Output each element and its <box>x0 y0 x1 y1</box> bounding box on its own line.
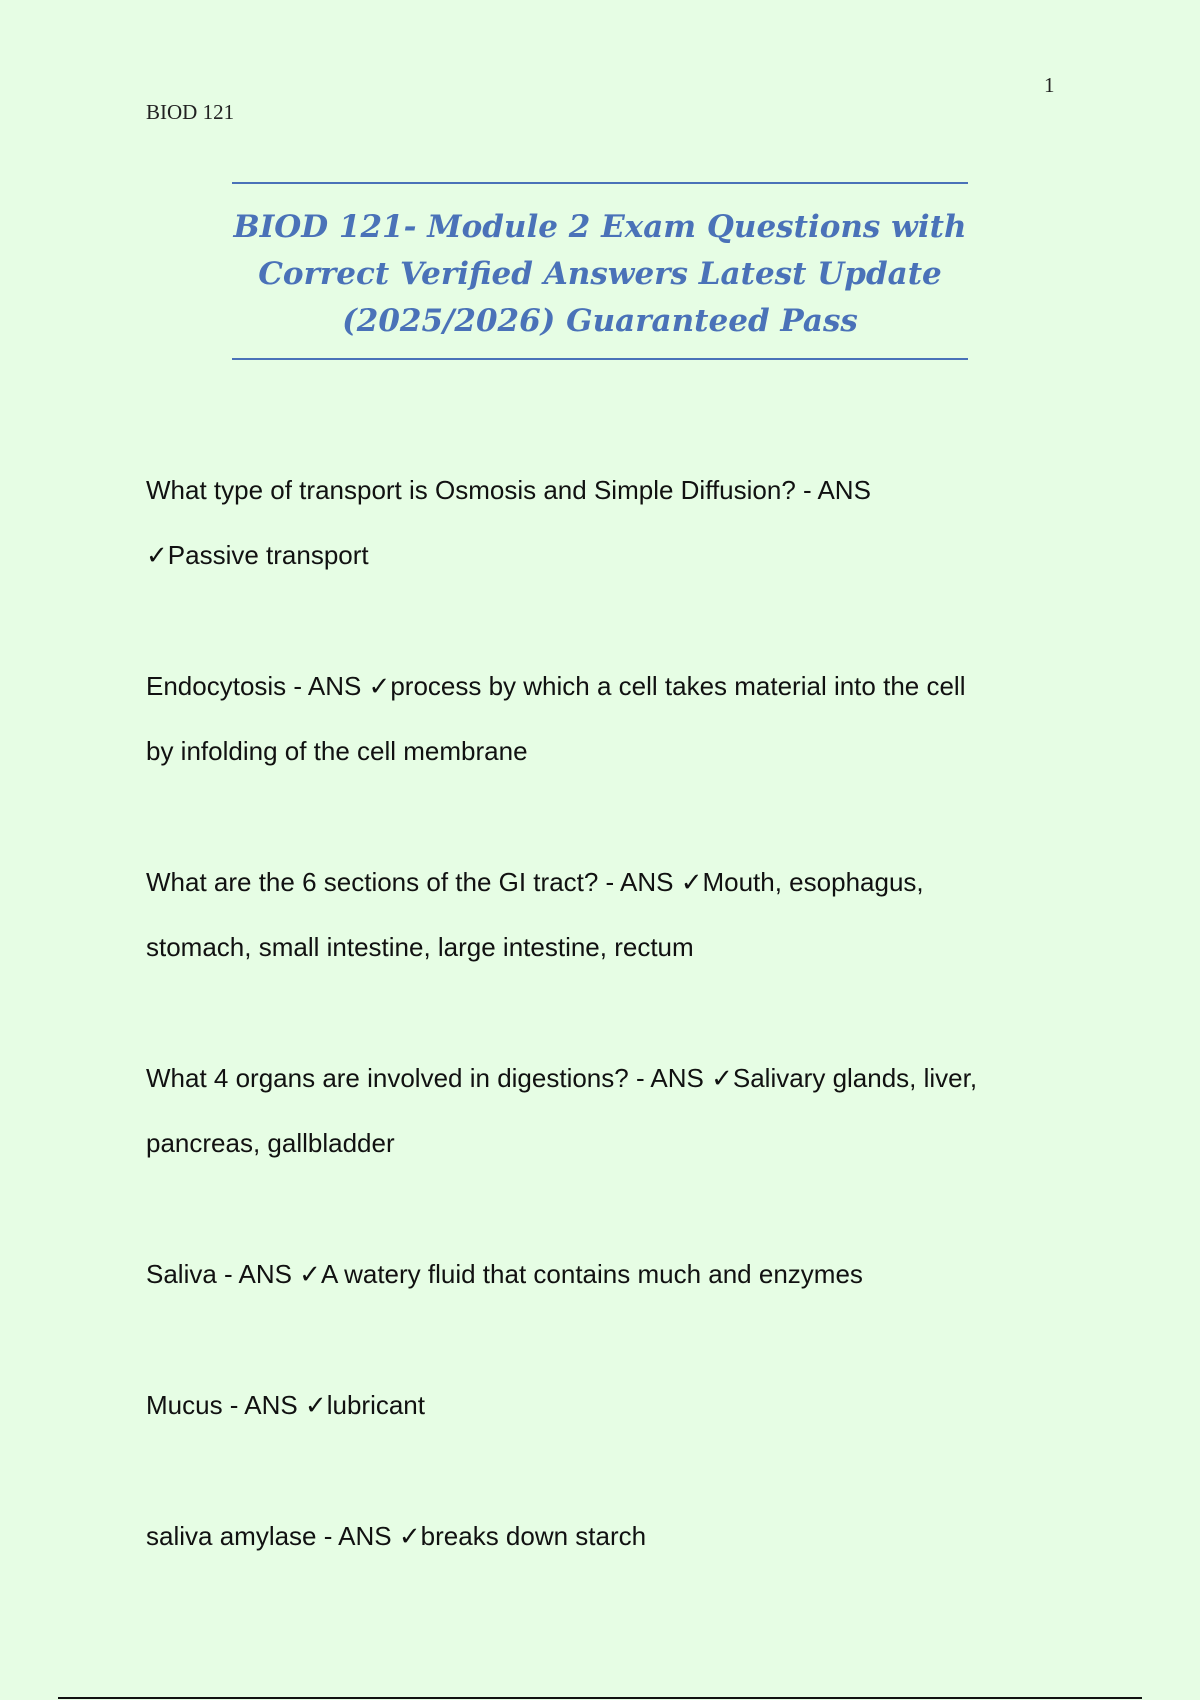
qa-text-line: Saliva - ANS ✓A watery fluid that contains much and enzymes <box>146 1259 863 1289</box>
qa-item <box>146 1046 1066 1176</box>
title-line-3: (2025/2026) Guaranteed Pass <box>342 303 858 339</box>
qa-text-line: What are the 6 sections of the GI tract? - ANS ✓Mouth, esophagus, <box>146 867 924 897</box>
qa-text-line: pancreas, gallbladder <box>146 1128 395 1158</box>
qa-text-line: saliva amylase - ANS ✓breaks down starch <box>146 1521 647 1551</box>
qa-text-line: stomach, small intestine, large intestine, rectum <box>146 932 694 962</box>
qa-text-line: ✓Passive transport <box>146 540 369 570</box>
qa-item <box>146 1504 1066 1569</box>
qa-item <box>146 850 1066 980</box>
document-title <box>232 204 968 345</box>
qa-text-line: by infolding of the cell membrane <box>146 736 528 766</box>
qa-text-line: What 4 organs are involved in digestions? - ANS ✓Salivary glands, liver, <box>146 1063 978 1093</box>
title-block <box>232 182 968 360</box>
page-number: 1 <box>1044 73 1055 97</box>
qa-item <box>146 1242 1066 1307</box>
footer-divider <box>58 1697 1142 1699</box>
qa-text-line: Mucus - ANS ✓lubricant <box>146 1390 425 1420</box>
qa-item <box>146 654 1066 784</box>
qa-item <box>146 1373 1066 1438</box>
title-line-2: Correct Verified Answers Latest Update <box>258 256 942 292</box>
qa-text-line: What type of transport is Osmosis and Simple Diffusion? - ANS <box>146 475 871 505</box>
title-line-1: BIOD 121- Module 2 Exam Questions with <box>233 209 967 245</box>
qa-text-line: Endocytosis - ANS ✓process by which a cell takes material into the cell <box>146 671 966 701</box>
header-course-label: BIOD 121 <box>146 100 235 124</box>
qa-list <box>146 458 1066 1635</box>
qa-item <box>146 458 1066 588</box>
